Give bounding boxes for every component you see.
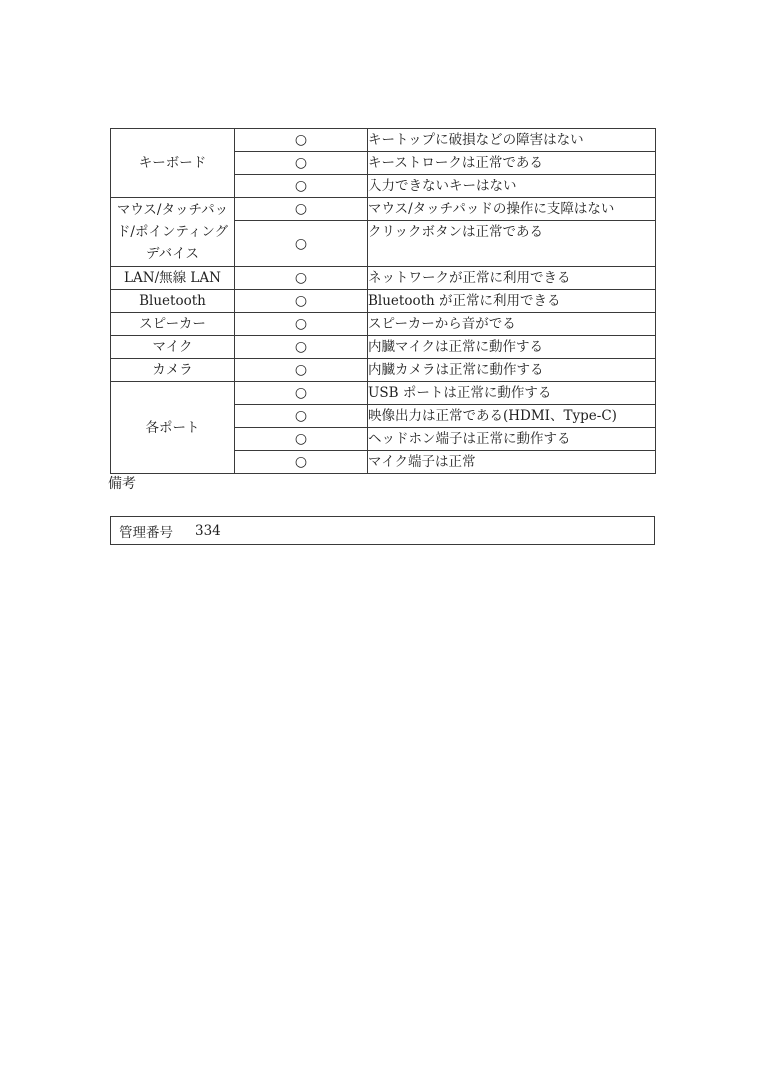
- status-cell: [235, 336, 368, 359]
- device-name-cell: マウス/タッチパッド/ポインティングデバイス: [111, 198, 235, 267]
- checklist-row: [111, 267, 656, 290]
- description-cell: マウス/タッチパッドの操作に支障はない: [368, 198, 656, 221]
- check-circle-mark: ○: [294, 155, 308, 171]
- remarks-label: 備考: [108, 476, 136, 492]
- device-name-cell: 各ポート: [111, 382, 235, 474]
- device-name-cell: カメラ: [111, 359, 235, 382]
- description-cell: マイク端子は正常: [368, 451, 656, 474]
- check-circle-mark: ○: [294, 408, 308, 424]
- check-circle-mark: ○: [294, 270, 308, 286]
- status-cell: [235, 129, 368, 152]
- check-circle-mark: ○: [294, 293, 308, 309]
- status-cell: [235, 290, 368, 313]
- check-circle-mark: ○: [294, 235, 308, 252]
- device-name-cell: スピーカー: [111, 313, 235, 336]
- description-cell: 映像出力は正常である(HDMI、Type-C): [368, 405, 656, 428]
- status-cell: [235, 175, 368, 198]
- inspection-checklist-table: [110, 128, 656, 474]
- management-number-box: [110, 516, 655, 545]
- checklist-row: [111, 198, 656, 221]
- description-cell: キートップに破損などの障害はない: [368, 129, 656, 152]
- description-cell: 入力できないキーはない: [368, 175, 656, 198]
- check-circle-mark: ○: [294, 201, 308, 217]
- description-cell: Bluetooth が正常に利用できる: [368, 290, 656, 313]
- check-circle-mark: ○: [294, 362, 308, 378]
- check-circle-mark: ○: [294, 454, 308, 470]
- checklist-table-body: [111, 129, 656, 474]
- description-cell: 内臓マイクは正常に動作する: [368, 336, 656, 359]
- check-circle-mark: ○: [294, 132, 308, 148]
- device-name-cell: マイク: [111, 336, 235, 359]
- status-cell: [235, 152, 368, 175]
- device-name-cell: キーボード: [111, 129, 235, 198]
- status-cell: [235, 267, 368, 290]
- device-name-cell: Bluetooth: [111, 290, 235, 313]
- description-cell: スピーカーから音がでる: [368, 313, 656, 336]
- check-circle-mark: ○: [294, 339, 308, 355]
- device-name-cell: LAN/無線 LAN: [111, 267, 235, 290]
- check-circle-mark: ○: [294, 431, 308, 447]
- status-cell: [235, 451, 368, 474]
- checklist-row: [111, 382, 656, 405]
- check-circle-mark: ○: [294, 385, 308, 401]
- checklist-row: [111, 359, 656, 382]
- check-circle-mark: ○: [294, 316, 308, 332]
- description-cell: USB ポートは正常に動作する: [368, 382, 656, 405]
- description-cell: ヘッドホン端子は正常に動作する: [368, 428, 656, 451]
- status-cell: [235, 313, 368, 336]
- description-cell: キーストロークは正常である: [368, 152, 656, 175]
- management-number-label: 管理番号: [119, 524, 173, 541]
- checklist-row: [111, 336, 656, 359]
- checklist-row: [111, 129, 656, 152]
- status-cell: [235, 221, 368, 267]
- status-cell: [235, 428, 368, 451]
- status-cell: [235, 405, 368, 428]
- checklist-row: [111, 290, 656, 313]
- description-cell: ネットワークが正常に利用できる: [368, 267, 656, 290]
- description-cell: クリックボタンは正常である: [368, 221, 656, 267]
- status-cell: [235, 359, 368, 382]
- checklist-row: [111, 313, 656, 336]
- description-cell: 内臓カメラは正常に動作する: [368, 359, 656, 382]
- management-number-value: 334: [195, 522, 221, 539]
- check-circle-mark: ○: [294, 178, 308, 194]
- status-cell: [235, 382, 368, 405]
- status-cell: [235, 198, 368, 221]
